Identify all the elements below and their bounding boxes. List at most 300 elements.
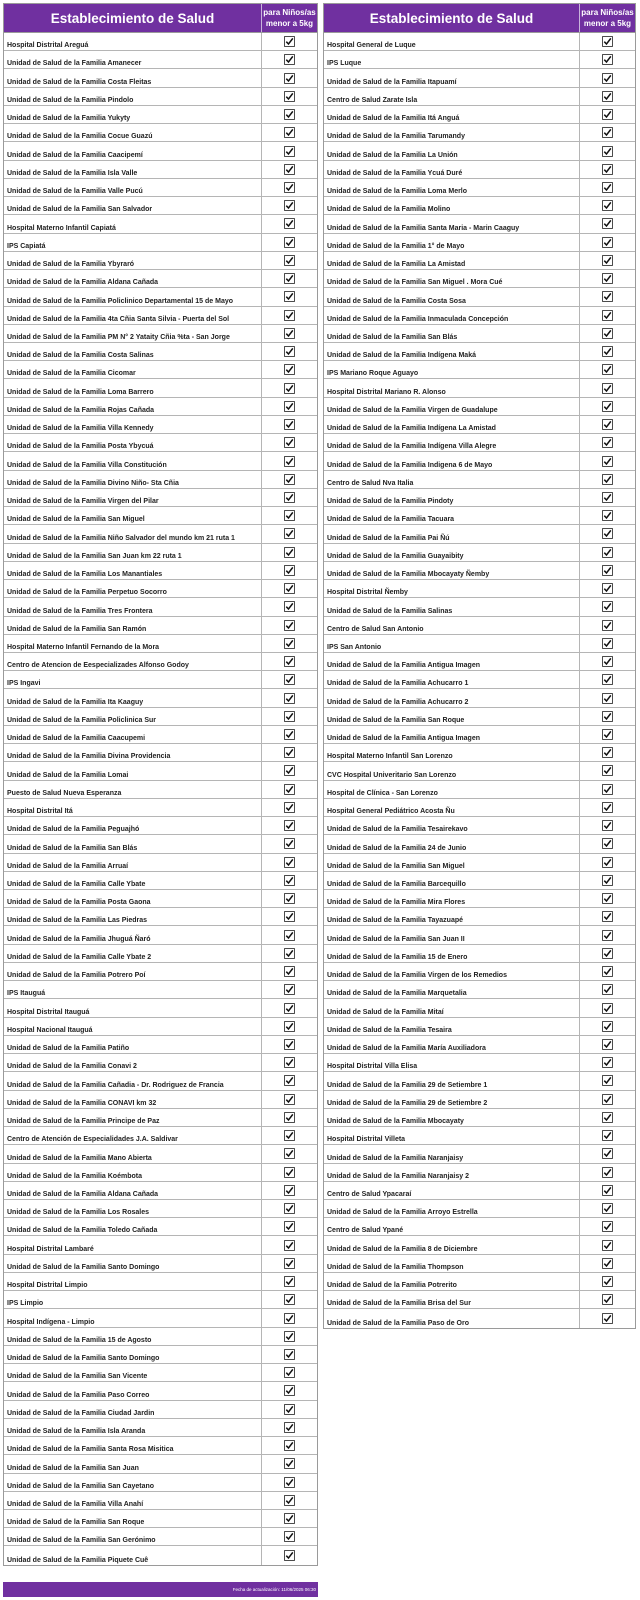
checkbox-checked-icon [261,288,317,305]
update-date-text: Fecha de actualización: 11/06/2025 06:30 [232,1587,316,1592]
table-row [324,1091,635,1109]
table-row [324,142,635,160]
checkbox-checked-icon [261,416,317,433]
establishment-name: Unidad de Salud de la Familia Patiño [7,1045,130,1053]
checkbox-checked-icon [579,580,635,597]
establishment-name: Unidad de Salud de la Familia Indígena Villa Alegre [327,443,497,451]
table-body [4,33,317,1565]
checkbox-checked-icon [579,1091,635,1108]
checkbox-checked-icon [579,252,635,269]
table-row [4,1182,317,1200]
table-row [4,945,317,963]
table-row [324,1236,635,1254]
table-row [4,124,317,142]
checkbox-checked-icon [579,872,635,889]
establishment-name: Unidad de Salud de la Familia Loma Merlo [327,188,468,196]
establishment-name: Unidad de Salud de la Familia San Juan km 22 ruta 1 [7,552,182,560]
table-row [4,1109,317,1127]
establishment-name: Hospital Materno Infantil Capiatá [7,224,116,232]
checkbox-checked-icon [261,689,317,706]
checkbox-checked-icon [579,270,635,287]
table-row [324,1109,635,1127]
table-row [324,325,635,343]
establishment-name: Unidad de Salud de la Familia Costa Fleitas [7,78,152,86]
checkbox-checked-icon [261,945,317,962]
table-row [324,215,635,233]
checkbox-checked-icon [261,1091,317,1108]
checkbox-checked-icon [579,635,635,652]
establishment-name: Unidad de Salud de la Familia Policlinica Sur [7,716,156,724]
table-row [4,1054,317,1072]
table-row [4,799,317,817]
establishment-name: Unidad de Salud de la Familia Indigena 6 de Mayo [327,461,493,469]
table-row [4,781,317,799]
checkbox-checked-icon [261,1218,317,1235]
table-row [324,1127,635,1145]
establishment-name: Unidad de Salud de la Familia Achucarro 2 [327,698,469,706]
table-row [4,908,317,926]
table-row [324,872,635,890]
establishment-name: Unidad de Salud de la Familia La Unión [327,151,458,159]
establishment-name: Hospital Distrital Areguá [7,42,89,50]
checkbox-checked-icon [579,1109,635,1126]
table-row [4,817,317,835]
establishment-name: Unidad de Salud de la Familia Santo Domingo [7,1355,160,1363]
establishment-name: IPS Limpio [7,1300,44,1308]
table-row [4,88,317,106]
checkbox-checked-icon [261,1437,317,1454]
table-row [4,580,317,598]
table-row [324,471,635,489]
checkbox-checked-icon [261,1236,317,1253]
table-row [324,1218,635,1236]
checkbox-checked-icon [261,908,317,925]
establishment-name: Unidad de Salud de la Familia Antigua Imagen [327,662,480,670]
table-row [324,544,635,562]
establishment-name: Hospital de Clínica - San Lorenzo [327,789,438,797]
establishment-name: CVC Hospital Univeritario San Lorenzo [327,771,457,779]
establishment-name: Unidad de Salud de la Familia San Ramón [7,625,147,633]
establishment-name: Unidad de Salud de la Familia Paso de Oro [327,1319,469,1327]
establishment-name: Hospital Distrital Villa Elisa [327,1063,418,1071]
establishment-name: Unidad de Salud de la Familia San Gerónimo [7,1537,156,1545]
establishment-name: Unidad de Salud de la Familia 29 de Setiembre 1 [327,1081,488,1089]
checkbox-checked-icon [579,781,635,798]
checkbox-checked-icon [261,325,317,342]
table-row [4,926,317,944]
table-row [324,307,635,325]
table-row [4,416,317,434]
checkbox-checked-icon [579,507,635,524]
checkbox-checked-icon [261,215,317,232]
establishment-name: Hospital Distrital Itauguá [7,1008,90,1016]
establishment-name: Unidad de Salud de la Familia Principe de Paz [7,1118,160,1126]
establishment-name: Unidad de Salud de la Familia Indígena La Amistad [327,425,496,433]
table-row [4,1091,317,1109]
checkbox-checked-icon [579,1145,635,1162]
checkbox-checked-icon [261,51,317,68]
establishment-name: Unidad de Salud de la Familia Potrero Poí [7,972,146,980]
establishment-name: Centro de Atención de Especialidades J.A. Saldivar [7,1136,178,1144]
establishment-name: Unidad de Salud de la Familia Villa Constitución [7,461,167,469]
checkbox-checked-icon [261,708,317,725]
establishment-name: Unidad de Salud de la Familia Virgen de los Remedios [327,972,507,980]
establishment-name: Hospital Distrital Lambaré [7,1245,94,1253]
establishment-name: Unidad de Salud de la Familia Achucarro 1 [327,680,469,688]
table-row [4,179,317,197]
establishment-name: Unidad de Salud de la Familia Santo Domingo [7,1263,160,1271]
establishment-name: Unidad de Salud de la Familia Barcequillo [327,881,466,889]
checkbox-checked-icon [579,908,635,925]
checkbox-checked-icon [261,854,317,871]
establishment-name: Unidad de Salud de la Familia Conavi 2 [7,1063,137,1071]
table-row [4,1072,317,1090]
table-row [4,215,317,233]
checkbox-checked-icon [579,234,635,251]
checkbox-checked-icon [579,762,635,779]
table-row [324,1072,635,1090]
checkbox-checked-icon [261,1036,317,1053]
establishment-name: IPS Itauguá [7,990,46,998]
checkbox-checked-icon [261,69,317,86]
checkbox-checked-icon [579,562,635,579]
table-row [4,671,317,689]
establishment-name: Hospital Distrital Ñemby [327,589,408,597]
establishment-name: Hospital Materno Infantil Fernando de la Mora [7,643,160,651]
checkbox-checked-icon [261,124,317,141]
checkbox-checked-icon [261,379,317,396]
establishments-table-left [3,3,318,1566]
table-row [324,33,635,51]
table-body [324,33,635,1328]
table-row [4,1455,317,1473]
checkbox-checked-icon [261,270,317,287]
checkbox-checked-icon [261,890,317,907]
establishment-name: Unidad de Salud de la Familia Santa Rosa Misitica [7,1446,174,1454]
checkbox-checked-icon [579,1018,635,1035]
establishment-name: IPS Mariano Roque Aguayo [327,370,419,378]
table-row [324,945,635,963]
table-row [4,1127,317,1145]
establishment-name: Centro de Salud Nva Italia [327,479,414,487]
table-row [324,343,635,361]
establishment-name: Unidad de Salud de la Familia PM N° 2 Yataity Cñia %ta - San Jorge [7,333,230,341]
checkbox-checked-icon [261,179,317,196]
table-row [324,835,635,853]
checkbox-checked-icon [579,817,635,834]
establishment-name: Unidad de Salud de la Familia Virgen de Guadalupe [327,406,498,414]
establishment-name: IPS Luque [327,60,362,68]
table-row [4,1437,317,1455]
checkbox-checked-icon [579,598,635,615]
checkbox-checked-icon [579,361,635,378]
checkbox-checked-icon [579,215,635,232]
checkbox-checked-icon [261,398,317,415]
table-row [324,234,635,252]
establishments-table-right [323,3,636,1329]
table-row [324,288,635,306]
establishment-name: Unidad de Salud de la Familia Aldana Cañada [7,279,159,287]
table-row [4,489,317,507]
checkbox-checked-icon [261,33,317,50]
table-row [4,1236,317,1254]
checkbox-checked-icon [579,1273,635,1290]
checkbox-checked-icon [261,234,317,251]
checkbox-checked-icon [261,926,317,943]
checkbox-checked-icon [579,963,635,980]
table-row [324,525,635,543]
checkbox-checked-icon [579,69,635,86]
establishment-name: Unidad de Salud de la Familia Perpetuo Socorro [7,589,167,597]
establishment-name: Unidad de Salud de la Familia Antigua Imagen [327,735,480,743]
establishment-name: Unidad de Salud de la Familia Policlinico Departamental 15 de Mayo [7,297,234,305]
table-row [324,999,635,1017]
checkbox-checked-icon [579,544,635,561]
table-row [4,1382,317,1400]
checkbox-checked-icon [579,1309,635,1327]
column-header-children-under-5kg: para Niños/as menor a 5kg [261,4,317,32]
table-row [324,361,635,379]
establishment-name: Unidad de Salud de la Familia Divino Niño- Sta Cñia [7,479,179,487]
table-row [4,1528,317,1546]
table-row [324,890,635,908]
checkbox-checked-icon [261,1309,317,1326]
checkbox-checked-icon [261,507,317,524]
checkbox-checked-icon [579,88,635,105]
table-row [4,653,317,671]
checkbox-checked-icon [261,1182,317,1199]
checkbox-checked-icon [579,471,635,488]
table-row [4,1510,317,1528]
establishment-name: Unidad de Salud de la Familia San Miguel [327,862,465,870]
establishment-name: IPS Capiatá [7,242,46,250]
table-row [324,963,635,981]
establishment-name: Unidad de Salud de la Familia Indígena Maká [327,352,476,360]
table-row [4,598,317,616]
table-row [4,708,317,726]
column-header-establishment: Establecimiento de Salud [369,10,534,26]
checkbox-checked-icon [579,1218,635,1235]
establishment-name: Unidad de Salud de la Familia Mira Flores [327,899,466,907]
establishment-name: Unidad de Salud de la Familia Tesaira [327,1026,452,1034]
table-row [324,1054,635,1072]
establishment-name: Centro de Atencion de Eespecializades Alfonso Godoy [7,662,189,670]
checkbox-checked-icon [579,452,635,469]
table-row [324,726,635,744]
table-row [324,689,635,707]
establishment-name: Unidad de Salud de la Familia Tres Frontera [7,607,153,615]
table-row [324,1018,635,1036]
table-row [4,1346,317,1364]
table-row [4,161,317,179]
establishment-name: Unidad de Salud de la Familia Los Rosales [7,1209,149,1217]
table-row [4,1328,317,1346]
checkbox-checked-icon [579,617,635,634]
establishment-name: Unidad de Salud de la Familia Cañadia - Dr. Rodriguez de Francia [7,1081,224,1089]
table-row [324,653,635,671]
establishment-name: Unidad de Salud de la Familia Peguajhó [7,826,140,834]
table-row [324,88,635,106]
checkbox-checked-icon [579,1072,635,1089]
table-row [324,1200,635,1218]
checkbox-checked-icon [261,1164,317,1181]
establishment-name: Unidad de Salud de la Familia 4ta Cñia Santa Silvia - Puerta del Sol [7,315,230,323]
table-row [324,1182,635,1200]
table-row [324,197,635,215]
checkbox-checked-icon [261,471,317,488]
table-header [324,4,635,33]
checkbox-checked-icon [579,33,635,50]
table-row [324,69,635,87]
establishment-name: Unidad de Salud de la Familia Potrerito [327,1282,457,1290]
establishment-name: Hospital Distrital Itá [7,808,73,816]
establishment-name: Unidad de Salud de la Familia Mitaí [327,1008,444,1016]
checkbox-checked-icon [579,197,635,214]
table-row [4,1401,317,1419]
table-row [324,124,635,142]
table-row [324,489,635,507]
checkbox-checked-icon [579,1200,635,1217]
checkbox-checked-icon [261,1109,317,1126]
establishment-name: Unidad de Salud de la Familia 1° de Mayo [327,242,465,250]
checkbox-checked-icon [261,671,317,688]
checkbox-checked-icon [261,106,317,123]
establishment-name: Unidad de Salud de la Familia San Juan II [327,935,465,943]
establishment-name: Centro de Salud Zarate Isla [327,96,418,104]
establishment-name: Unidad de Salud de la Familia Villa Anahí [7,1500,144,1508]
checkbox-checked-icon [579,379,635,396]
establishment-name: Centro de Salud San Antonio [327,625,424,633]
table-row [4,1255,317,1273]
establishment-name: Unidad de Salud de la Familia Aldana Cañada [7,1191,159,1198]
establishment-name: Unidad de Salud de la Familia San Miguel . Mora Cué [327,279,503,287]
table-row [4,379,317,397]
establishment-name: Unidad de Salud de la Familia Posta Gaona [7,899,151,907]
establishment-name: Hospital Nacional Itauguá [7,1026,93,1034]
establishment-name: Unidad de Salud de la Familia Marquetalia [327,990,467,998]
checkbox-checked-icon [579,142,635,159]
establishment-name: Unidad de Salud de la Familia Tacuara [327,516,455,524]
establishment-name: Unidad de Salud de la Familia 15 de Agosto [7,1336,152,1344]
checkbox-checked-icon [579,689,635,706]
table-row [4,1291,317,1309]
establishment-name: Unidad de Salud de la Familia Inmaculada Concepción [327,315,509,323]
table-row [324,598,635,616]
establishment-name: Unidad de Salud de la Familia Ycuá Duré [327,169,463,177]
checkbox-checked-icon [579,890,635,907]
establishment-name: Unidad de Salud de la Familia Mbocayaty [327,1118,464,1126]
table-row [4,234,317,252]
table-row [324,671,635,689]
table-row [324,398,635,416]
checkbox-checked-icon [261,544,317,561]
table-row [324,580,635,598]
establishment-name: Unidad de Salud de la Familia CONAVI km 32 [7,1099,157,1107]
establishment-name: Unidad de Salud de la Familia San Blás [327,333,458,341]
checkbox-checked-icon [579,1054,635,1071]
establishment-name: Unidad de Salud de la Familia Guayaibity [327,552,464,560]
establishment-name: Unidad de Salud de la Familia San Miguel [7,516,145,524]
table-row [4,726,317,744]
checkbox-checked-icon [261,525,317,542]
checkbox-checked-icon [261,1492,317,1509]
establishment-name: Unidad de Salud de la Familia Caacupemi [7,735,146,743]
establishment-name: Unidad de Salud de la Familia Thompson [327,1263,464,1271]
establishment-name: Unidad de Salud de la Familia San Cayetano [7,1482,155,1490]
checkbox-checked-icon [261,489,317,506]
establishment-name: Unidad de Salud de la Familia Las Piedras [7,917,148,925]
establishment-name: Unidad de Salud de la Familia Posta Ybycuá [7,443,154,451]
checkbox-checked-icon [261,197,317,214]
establishment-name: Unidad de Salud de la Familia Tayazuapé [327,917,464,925]
establishment-name: Unidad de Salud de la Familia Niño Salvador del mundo km 21 ruta 1 [7,534,235,542]
checkbox-checked-icon [579,325,635,342]
table-row [4,762,317,780]
table-row [324,1309,635,1327]
checkbox-checked-icon [579,179,635,196]
checkbox-checked-icon [261,1382,317,1399]
checkbox-checked-icon [579,799,635,816]
establishment-name: Centro de Salud Ypané [327,1227,404,1235]
checkbox-checked-icon [579,106,635,123]
establishment-name: Unidad de Salud de la Familia Tesairekavo [327,826,468,834]
checkbox-checked-icon [261,1419,317,1436]
table-row [4,1364,317,1382]
establishment-name: Unidad de Salud de la Familia Ciudad Jardin [7,1409,155,1417]
table-header [4,4,317,33]
establishment-name: Unidad de Salud de la Familia San Juan [7,1464,139,1472]
establishment-name: Unidad de Salud de la Familia Molino [327,206,451,214]
establishment-name: Unidad de Salud de la Familia San Vicente [7,1373,148,1381]
checkbox-checked-icon [261,1145,317,1162]
checkbox-checked-icon [579,124,635,141]
checkbox-checked-icon [261,1255,317,1272]
table-row [324,507,635,525]
checkbox-checked-icon [261,817,317,834]
checkbox-checked-icon [261,1018,317,1035]
checkbox-checked-icon [579,744,635,761]
establishment-name: Unidad de Salud de la Familia Los Manantiales [7,571,163,579]
table-row [4,1273,317,1291]
checkbox-checked-icon [579,726,635,743]
table-row [4,872,317,890]
establishment-name: Unidad de Salud de la Familia Toledo Cañada [7,1227,158,1235]
establishment-name: Unidad de Salud de la Familia Arroyo Estrella [327,1209,478,1217]
table-row [324,434,635,452]
checkbox-checked-icon [261,361,317,378]
table-row [4,562,317,580]
establishment-name: Unidad de Salud de la Familia Tarumandy [327,133,465,141]
table-row [4,325,317,343]
establishment-name: Unidad de Salud de la Familia Villa Kennedy [7,425,154,433]
checkbox-checked-icon [261,343,317,360]
establishment-name: Puesto de Salud Nueva Esperanza [7,789,122,797]
establishment-name: Unidad de Salud de la Familia Santa Maria - Marin Caaguy [327,224,520,232]
table-row [324,1164,635,1182]
checkbox-checked-icon [579,161,635,178]
table-row [324,981,635,999]
table-row [4,1474,317,1492]
table-row [4,1200,317,1218]
checkbox-checked-icon [261,252,317,269]
table-row [4,1419,317,1437]
establishment-name: Unidad de Salud de la Familia Costa Salinas [7,352,154,360]
table-row [324,817,635,835]
checkbox-checked-icon [579,854,635,871]
establishment-name: Unidad de Salud de la Familia 15 de Enero [327,953,468,961]
table-row [324,635,635,653]
checkbox-checked-icon [261,161,317,178]
